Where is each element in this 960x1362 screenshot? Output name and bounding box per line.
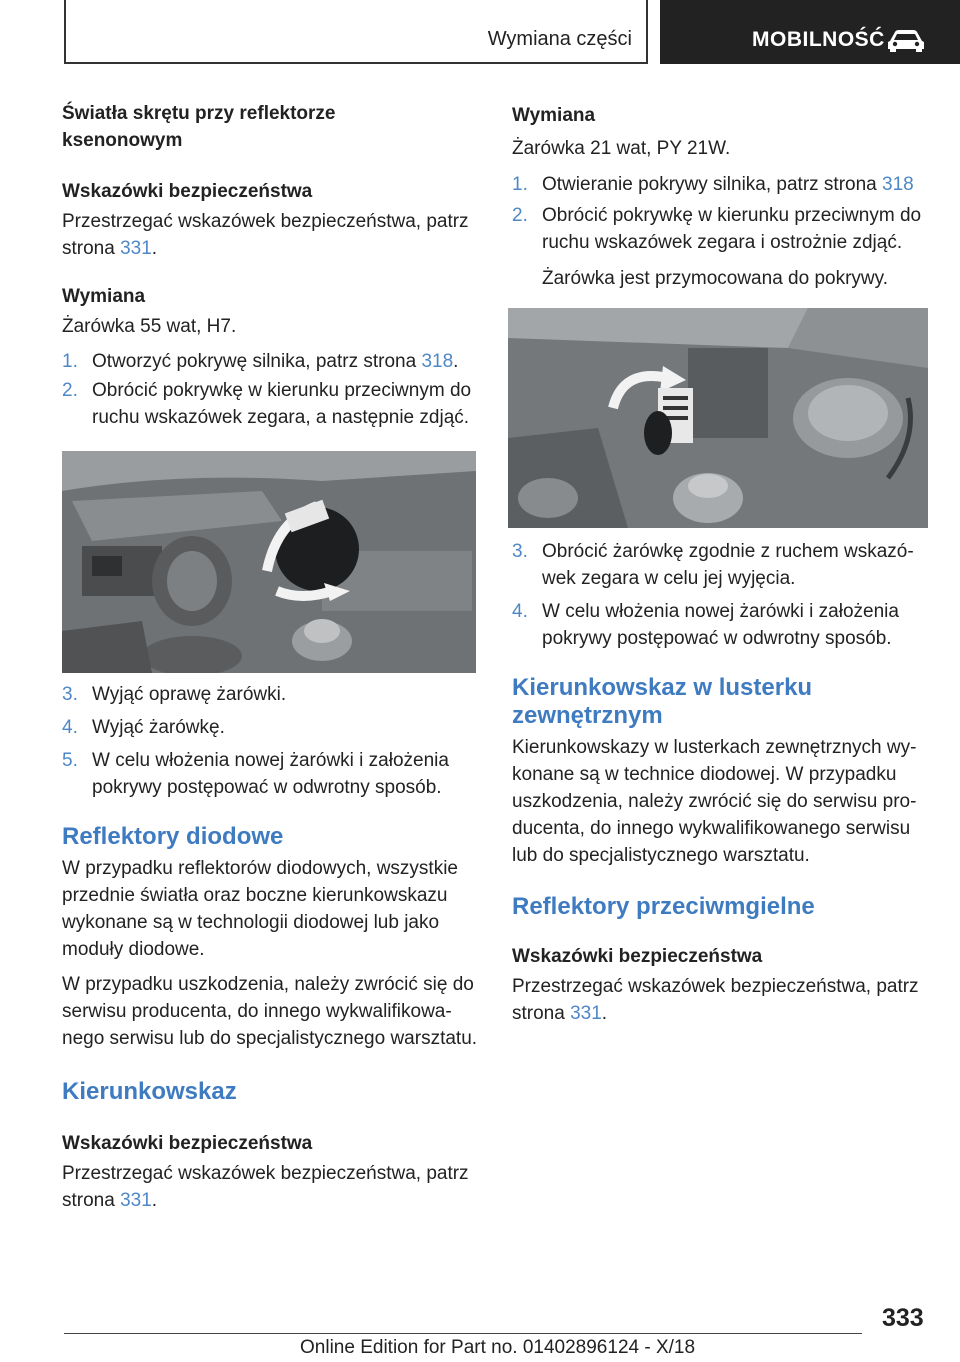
right-column bbox=[512, 102, 930, 1027]
steps-list bbox=[62, 348, 480, 431]
fog-lights-heading: Reflektory przeciwmgielne bbox=[512, 893, 815, 920]
replace-heading: Wymiana bbox=[62, 286, 146, 307]
led-heading: Reflektory diodowe bbox=[62, 823, 284, 850]
list-item: 3. Wyjąć oprawę żarówki. bbox=[62, 684, 287, 705]
headlight-photo bbox=[62, 451, 476, 673]
page-number: 333 bbox=[882, 1304, 924, 1332]
edition-text: Online Edition for Part no. 01402896124 - X/18 bbox=[300, 1337, 696, 1358]
list-item: 4. Wyjąć żarówkę. bbox=[62, 717, 225, 738]
list-item: 2. Obrócić pokrywkę w kierunku przeciwnym do ruchu wskazówek zegara, a następnie zdjąć. bbox=[62, 380, 472, 428]
steps-list bbox=[62, 681, 480, 801]
safety-text: Przestrzegać wskazówek bezpieczeństwa, patrz strona 331. bbox=[62, 1163, 469, 1211]
page-link-331[interactable]: 331 bbox=[570, 1003, 602, 1024]
page-link-318[interactable]: 318 bbox=[882, 174, 914, 195]
safety-text: Przestrzegać wskazówek bezpieczeństwa, patrz strona 331. bbox=[512, 976, 919, 1024]
safety-text: Przestrzegać wskazówek bezpieczeństwa, patrz strona 331. bbox=[62, 211, 469, 259]
safety-heading: Wskazówki bezpieczeństwa bbox=[512, 946, 763, 967]
safety-heading: Wskazówki bezpieczeństwa bbox=[62, 181, 313, 202]
engine-bay-photo bbox=[508, 308, 928, 528]
list-item: 3. Obrócić żarówkę zgodnie z ruchem wskazówek zegara w celu jej wyjęcia. bbox=[512, 541, 914, 589]
led-text-2: W przypadku uszkodzenia, należy zwrócić się do serwisu producenta, do innego wykwalifikowanego serwisu lub do specjalistycznego warsztatu. bbox=[62, 974, 478, 1049]
replace-heading: Wymiana bbox=[512, 105, 596, 126]
bulb-spec: Żarówka 55 wat, H7. bbox=[62, 316, 237, 337]
list-item: 2. Obrócić pokrywkę w kierunku przeciwnym do ruchu wskazówek zegara i ostrożnie zdjąć. bbox=[512, 205, 922, 253]
header-section-title: Wymiana części bbox=[487, 28, 632, 50]
list-item: 4. W celu włożenia nowej żarówki i założenia pokrywy postępować w odwrotny sposób. bbox=[512, 601, 899, 649]
left-column bbox=[62, 100, 480, 1214]
section-title-xenon: Światła skrętu przy reflektorze ksenonowym bbox=[62, 103, 336, 151]
list-item: 5. W celu włożenia nowej żarówki i założenia pokrywy postępować w odwrotny sposób. bbox=[62, 750, 449, 798]
led-text-1: W przypadku reflektorów diodowych, wszystkie przednie światła oraz boczne kierunkowskazu wykonane są w technologii diodowej lub jako moduły diodowe. bbox=[62, 858, 458, 960]
turn-signal-heading: Kierunkowskaz bbox=[62, 1078, 237, 1105]
page-link-318[interactable]: 318 bbox=[421, 351, 454, 372]
car-icon bbox=[886, 27, 926, 53]
header-chapter-title: MOBILNOŚĆ bbox=[752, 28, 885, 51]
steps-list bbox=[512, 171, 930, 256]
list-item: 1. Otworzyć pokrywę silnika, patrz strona 318. bbox=[62, 351, 459, 372]
page-link-331[interactable]: 331 bbox=[120, 238, 152, 259]
safety-heading: Wskazówki bezpieczeństwa bbox=[62, 1133, 313, 1154]
list-item: 1. Otwieranie pokrywy silnika, patrz strona 318 bbox=[512, 174, 914, 195]
page-link-331[interactable]: 331 bbox=[120, 1190, 152, 1211]
footer-divider bbox=[64, 1333, 862, 1334]
bulb-spec: Żarówka 21 wat, PY 21W. bbox=[512, 138, 731, 159]
mirror-turn-text: Kierunkowskazy w lusterkach zewnętrznych wykonane są w technice diodowej. W przypadku uszkodzenia, należy zwrócić się do serwisu producenta, do innego wykwalifikowanego serwisu lub do specjalistycznego warsztatu. bbox=[512, 737, 917, 866]
mirror-turn-heading: Kierunkowskaz w lusterku zewnętrznym bbox=[512, 674, 813, 729]
note-text: Żarówka jest przymocowana do pokrywy. bbox=[542, 268, 888, 289]
steps-list bbox=[512, 538, 930, 652]
